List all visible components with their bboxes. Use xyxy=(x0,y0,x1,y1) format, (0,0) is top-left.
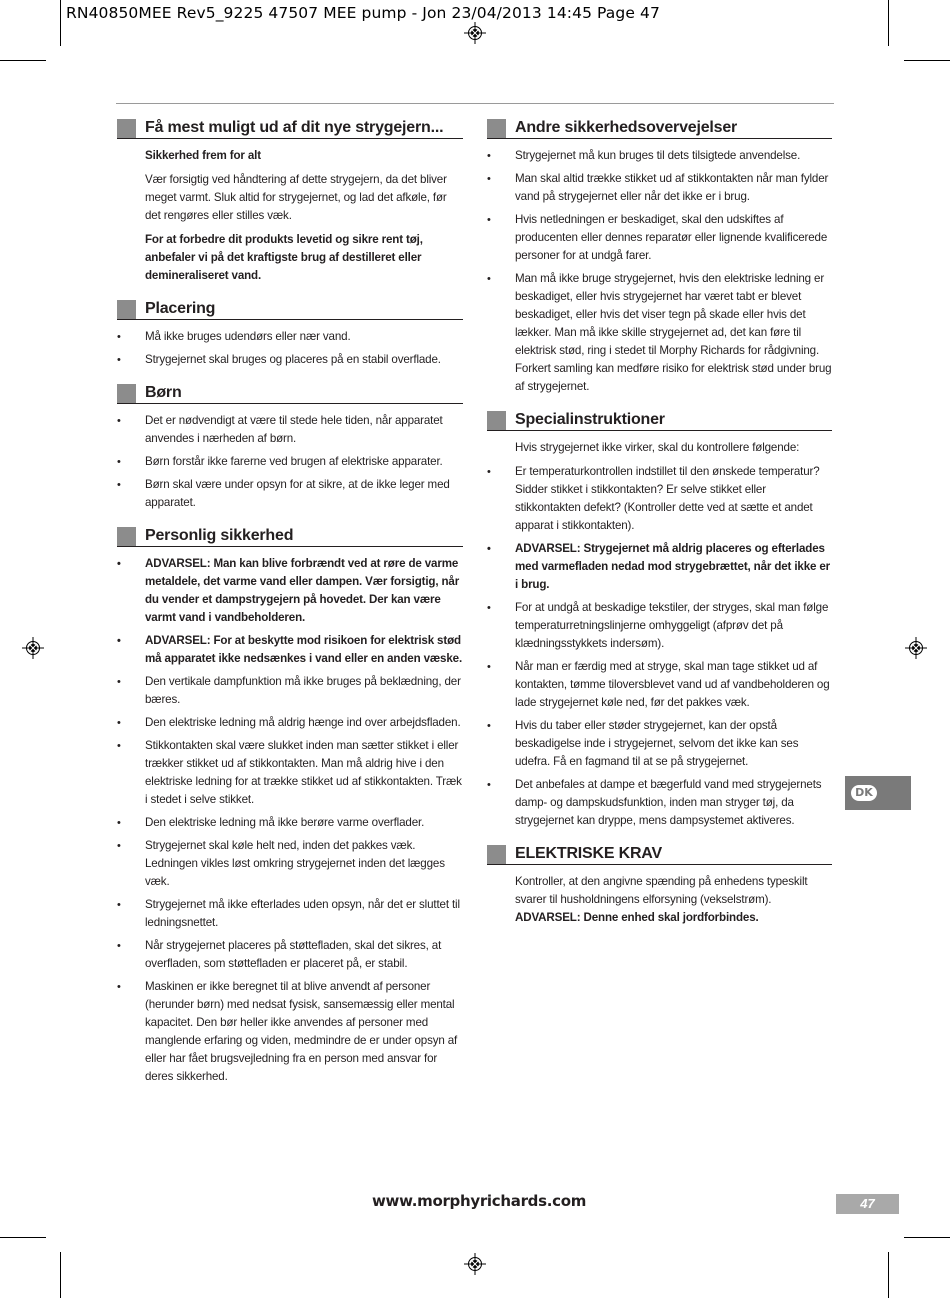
bullet-icon: • xyxy=(117,635,121,647)
list-item-text: ADVARSEL: Strygejernet må aldrig placeres og efterlades med varmefladen nedad mod strygebrættet, når det ikke er i brug. xyxy=(515,542,831,591)
bullet-icon: • xyxy=(117,456,121,468)
left-column xyxy=(117,116,463,1098)
heading-square-icon xyxy=(117,300,136,319)
list-item xyxy=(117,837,463,891)
paragraph: ADVARSEL: Denne enhed skal jordforbindes. xyxy=(515,911,759,924)
bullet-list xyxy=(117,328,463,369)
list-item xyxy=(487,463,832,535)
list-item xyxy=(117,896,463,932)
bullet-icon: • xyxy=(487,602,491,614)
heading-square-icon xyxy=(117,384,136,403)
paragraph: Hvis strygejernet ikke virker, skal du kontrollere følgende: xyxy=(515,441,800,454)
section-placering xyxy=(117,297,463,369)
list-item xyxy=(487,540,832,594)
list-item xyxy=(487,599,832,653)
list-item xyxy=(487,170,832,206)
crop-mark-top-left-v xyxy=(60,0,61,46)
heading-square-icon xyxy=(487,119,506,138)
list-item-text: Den elektriske ledning må aldrig hænge ind over arbejdsfladen. xyxy=(145,716,461,729)
bullet-icon: • xyxy=(487,214,491,226)
list-item xyxy=(487,717,832,771)
list-item-text: Strygejernet skal bruges og placeres på en stabil overflade. xyxy=(145,353,441,366)
section-title: Børn xyxy=(145,384,182,401)
section-personlig xyxy=(117,524,463,1086)
section-title: Placering xyxy=(145,300,216,317)
bullet-icon: • xyxy=(117,981,121,993)
crop-mark-bottom-right-v xyxy=(888,1252,889,1298)
bullet-icon: • xyxy=(117,940,121,952)
section-elektriske xyxy=(487,842,832,927)
section-title: Personlig sikkerhed xyxy=(145,527,294,544)
list-item-text: Maskinen er ikke beregnet til at blive anvendt af personer (herunder børn) med nedsat fysisk, sansemæssig eller mental kapacitet. Den bør heller ikke anvendes af personer med manglende erfaring og viden, medmindre de er under opsyn af eller har fået brugsvejledning fra en person med ansvar for deres sikkerhed. xyxy=(145,980,458,1083)
bullet-list xyxy=(117,555,463,1086)
language-tab xyxy=(845,776,911,810)
print-slug: RN40850MEE Rev5_9225 47507 MEE pump - Jon 23/04/2013 14:45 Page 47 xyxy=(66,4,660,22)
bullet-icon: • xyxy=(487,779,491,791)
paragraph: For at forbedre dit produkts levetid og sikre rent tøj, anbefaler vi på det kraftigste brug af destilleret eller demineraliseret vand. xyxy=(145,233,423,282)
bullet-icon: • xyxy=(487,466,491,478)
list-item-text: Det anbefales at dampe et bægerfuld vand med strygejernets damp- og dampskudsfunktion, inden man stryger tøj, da strygejernet kan dryppe, mens dampsystemet aktiveres. xyxy=(515,778,822,827)
list-item xyxy=(487,270,832,396)
list-item-text: ADVARSEL: For at beskytte mod risikoen for elektrisk stød må apparatet ikke nedsænkes i vand eller en anden væske. xyxy=(145,634,463,665)
section-title: ELEKTRISKE KRAV xyxy=(515,845,662,862)
crop-mark-top-left-h xyxy=(0,60,46,61)
list-item xyxy=(117,453,463,471)
list-item-text: Hvis netledningen er beskadiget, skal den udskiftes af producenten eller dennes reparatør eller lignende kvalificerede personer for at undgå farer. xyxy=(515,213,828,262)
list-item xyxy=(487,211,832,265)
list-item xyxy=(117,737,463,809)
crop-mark-bottom-left-h xyxy=(0,1237,46,1238)
list-item-text: Strygejernet må kun bruges til dets tilsigtede anvendelse. xyxy=(515,149,801,162)
bullet-icon: • xyxy=(117,331,121,343)
crop-mark-top-right-v xyxy=(888,0,889,46)
heading-square-icon xyxy=(117,527,136,546)
list-item xyxy=(117,632,463,668)
paragraph: Sikkerhed frem for alt xyxy=(145,149,261,162)
bullet-icon: • xyxy=(117,717,121,729)
section-special xyxy=(487,408,832,830)
list-item xyxy=(117,814,463,832)
crop-mark-bottom-left-v xyxy=(60,1252,61,1298)
section-title: Få mest muligt ud af dit nye strygejern... xyxy=(145,119,444,136)
list-item-text: Hvis du taber eller støder strygejernet, kan der opstå beskadigelse inde i strygejernet, selvom det ikke kan ses udefra. Få en fagmand til at se på strygejernet. xyxy=(515,719,799,768)
list-item-text: Man må ikke bruge strygejernet, hvis den elektriske ledning er beskadiget, eller hvis strygejernet har været tabt er blevet beskadiget, eller hvis det viser tegn på skade eller hvis det lækker. Man må ikke skille strygejernet ad, det kan føre til elektrisk stød, ring i stedet til Morphy Richards for rådgivning. Forkert samling kan medføre risiko for elektrisk stød under brug af strygejernet. xyxy=(515,272,832,393)
bullet-icon: • xyxy=(117,899,121,911)
paragraph: Kontroller, at den angivne spænding på enhedens typeskilt svarer til husholdningens elforsyning (vekselstrøm). xyxy=(515,875,808,906)
section-heading xyxy=(487,842,832,865)
list-item-text: Er temperaturkontrollen indstillet til den ønskede temperatur? Sidder stikket i stikkontakten? Er selve stikket eller stikkontakten defekt? (Kontroller dette ved at sætte et andet apparat i stikkontakten). xyxy=(515,465,820,532)
registration-mark-top-icon xyxy=(464,22,486,44)
heading-square-icon xyxy=(117,119,136,138)
list-item xyxy=(117,328,463,346)
section-heading xyxy=(487,408,832,431)
list-item xyxy=(117,476,463,512)
list-item-text: Børn forstår ikke farerne ved brugen af elektriske apparater. xyxy=(145,455,443,468)
list-item xyxy=(117,937,463,973)
section-heading xyxy=(117,524,463,547)
list-item xyxy=(487,776,832,830)
list-item xyxy=(487,658,832,712)
section-title: Andre sikkerhedsovervejelser xyxy=(515,119,738,136)
list-item xyxy=(117,351,463,369)
list-item-text: ADVARSEL: Man kan blive forbrændt ved at røre de varme metaldele, det varme vand eller dampen. Vær forsigtig, når du vender et dampstrygejern på hovedet. Der kan være varmt vand i vandbeholderen. xyxy=(145,557,460,624)
list-item-text: Strygejernet må ikke efterlades uden opsyn, når det er sluttet til ledningsnettet. xyxy=(145,898,460,929)
list-item xyxy=(117,978,463,1086)
list-item-text: Børn skal være under opsyn for at sikre, at de ikke leger med apparatet. xyxy=(145,478,450,509)
section-title: Specialinstruktioner xyxy=(515,411,665,428)
section-heading xyxy=(117,297,463,320)
bullet-icon: • xyxy=(487,661,491,673)
bullet-icon: • xyxy=(487,273,491,285)
right-column xyxy=(487,116,832,939)
list-item xyxy=(117,555,463,627)
heading-square-icon xyxy=(487,845,506,864)
bullet-list xyxy=(487,463,832,830)
bullet-icon: • xyxy=(117,415,121,427)
paragraph: Vær forsigtig ved håndtering af dette strygejern, da det bliver meget varmt. Sluk altid for strygejernet, og lad det afkøle, før det rengøres eller stilles væk. xyxy=(145,173,447,222)
list-item-text: Det er nødvendigt at være til stede hele tiden, når apparatet anvendes i nærheden af børn. xyxy=(145,414,443,445)
list-item-text: Når strygejernet placeres på støttefladen, skal det sikres, at overfladen, som støttefladen er placeret på, er stabil. xyxy=(145,939,442,970)
bullet-icon: • xyxy=(487,720,491,732)
bullet-list xyxy=(117,412,463,512)
bullet-icon: • xyxy=(117,740,121,752)
bullet-icon: • xyxy=(117,676,121,688)
bullet-icon: • xyxy=(117,817,121,829)
website-url: www.morphyrichards.com xyxy=(372,1192,587,1210)
top-rule xyxy=(116,103,834,104)
list-item-text: Når man er færdig med at stryge, skal man tage stikket ud af kontakten, tømme tiloversblevet vand ud af vandbeholderen og lade strygejernet køle ned, før det pakkes væk. xyxy=(515,660,830,709)
list-item-text: Må ikke bruges udendørs eller nær vand. xyxy=(145,330,351,343)
list-item-text: For at undgå at beskadige tekstiler, der stryges, skal man følge temperaturretningslinjerne omhyggeligt (afprøv det på klædningsstykkets indersøm). xyxy=(515,601,829,650)
list-item-text: Den elektriske ledning må ikke berøre varme overflader. xyxy=(145,816,425,829)
bullet-icon: • xyxy=(117,354,121,366)
section-born xyxy=(117,381,463,512)
bullet-list xyxy=(487,147,832,396)
list-item xyxy=(487,147,832,165)
section-heading xyxy=(487,116,832,139)
registration-mark-right-icon xyxy=(905,637,927,659)
bullet-icon: • xyxy=(487,173,491,185)
section-heading xyxy=(117,381,463,404)
crop-mark-top-right-h xyxy=(904,60,950,61)
list-item xyxy=(117,412,463,448)
list-item-text: Strygejernet skal køle helt ned, inden det pakkes væk. Ledningen vikles løst omkring strygejernet inden det lægges væk. xyxy=(145,839,445,888)
list-item xyxy=(117,673,463,709)
bullet-icon: • xyxy=(487,543,491,555)
list-item-text: Den vertikale dampfunktion må ikke bruges på beklædning, der bæres. xyxy=(145,675,461,706)
crop-mark-bottom-right-h xyxy=(904,1237,950,1238)
heading-square-icon xyxy=(487,411,506,430)
bullet-icon: • xyxy=(117,479,121,491)
page-number: 47 xyxy=(836,1194,899,1214)
list-item-text: Stikkontakten skal være slukket inden man sætter stikket i eller trækker stikket ud af stikkontakten. Man må aldrig hive i den elektriske ledning for at trække stikket ud af stikkontakten. Træk i stedet i selve stikket. xyxy=(145,739,462,806)
list-item-text: Man skal altid trække stikket ud af stikkontakten når man fylder vand på strygejernet eller når det ikke er i brug. xyxy=(515,172,829,203)
section-get-most xyxy=(117,116,463,285)
section-andre xyxy=(487,116,832,396)
language-badge: DK xyxy=(851,785,877,801)
bullet-icon: • xyxy=(117,558,121,570)
registration-mark-bottom-icon xyxy=(464,1253,486,1275)
registration-mark-left-icon xyxy=(22,637,44,659)
section-heading xyxy=(117,116,463,139)
bullet-icon: • xyxy=(117,840,121,852)
list-item xyxy=(117,714,463,732)
bullet-icon: • xyxy=(487,150,491,162)
